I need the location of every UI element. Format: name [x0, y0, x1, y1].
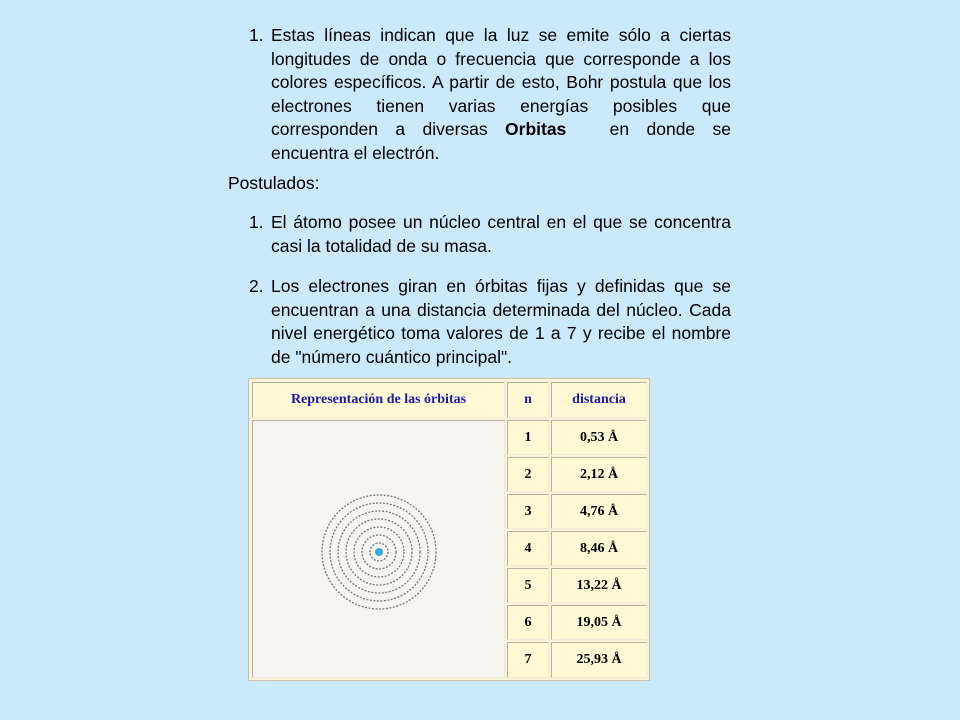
postulados-heading: Postulados:	[228, 173, 320, 193]
nucleus	[375, 548, 383, 556]
postulado-2-text: Los electrones giran en órbitas fijas y definidas que se encuentran a una distancia determinada del núcleo. Cada nivel energético toma valores de 1 a 7 y recibe el nombre de "número cuántico principal".	[271, 276, 731, 367]
row-distance: 0,53 Å	[551, 420, 647, 455]
row-n: 6	[507, 605, 549, 640]
list-number-1: 1.	[249, 25, 264, 45]
row-distance: 25,93 Å	[551, 642, 647, 678]
postulado-number-2: 2.	[249, 276, 264, 296]
orbits-diagram	[253, 421, 504, 677]
row-distance: 2,12 Å	[551, 457, 647, 492]
row-n: 7	[507, 642, 549, 678]
row-n: 5	[507, 568, 549, 603]
header-representation: Representación de las órbitas	[252, 382, 505, 418]
intro-paragraph	[271, 24, 731, 165]
postulado-1-text: El átomo posee un núcleo central en el que se concentra casi la totalidad de su masa.	[271, 212, 731, 256]
row-distance: 8,46 Å	[551, 531, 647, 566]
orbitas-term: Orbitas	[505, 119, 567, 139]
intro-text-end: en donde se encuentra el electrón.	[271, 119, 732, 163]
postulado-number-1: 1.	[249, 212, 264, 232]
row-n: 1	[507, 420, 549, 455]
header-n: n	[507, 382, 549, 418]
row-distance: 19,05 Å	[551, 605, 647, 640]
header-distance: distancia	[551, 382, 647, 418]
row-n: 2	[507, 457, 549, 492]
intro-text: Estas líneas indican que la luz se emite sólo a ciertas longitudes de onda o frecuencia que corresponde a los colores específicos. A partir de esto, Bohr postula que los electrones tienen varias energías posibles que corresponden a diversas	[271, 25, 731, 139]
orbits-table	[248, 378, 650, 681]
row-n: 4	[507, 531, 549, 566]
row-distance: 4,76 Å	[551, 494, 647, 529]
orbits-image	[252, 420, 505, 678]
row-n: 3	[507, 494, 549, 529]
row-distance: 13,22 Å	[551, 568, 647, 603]
